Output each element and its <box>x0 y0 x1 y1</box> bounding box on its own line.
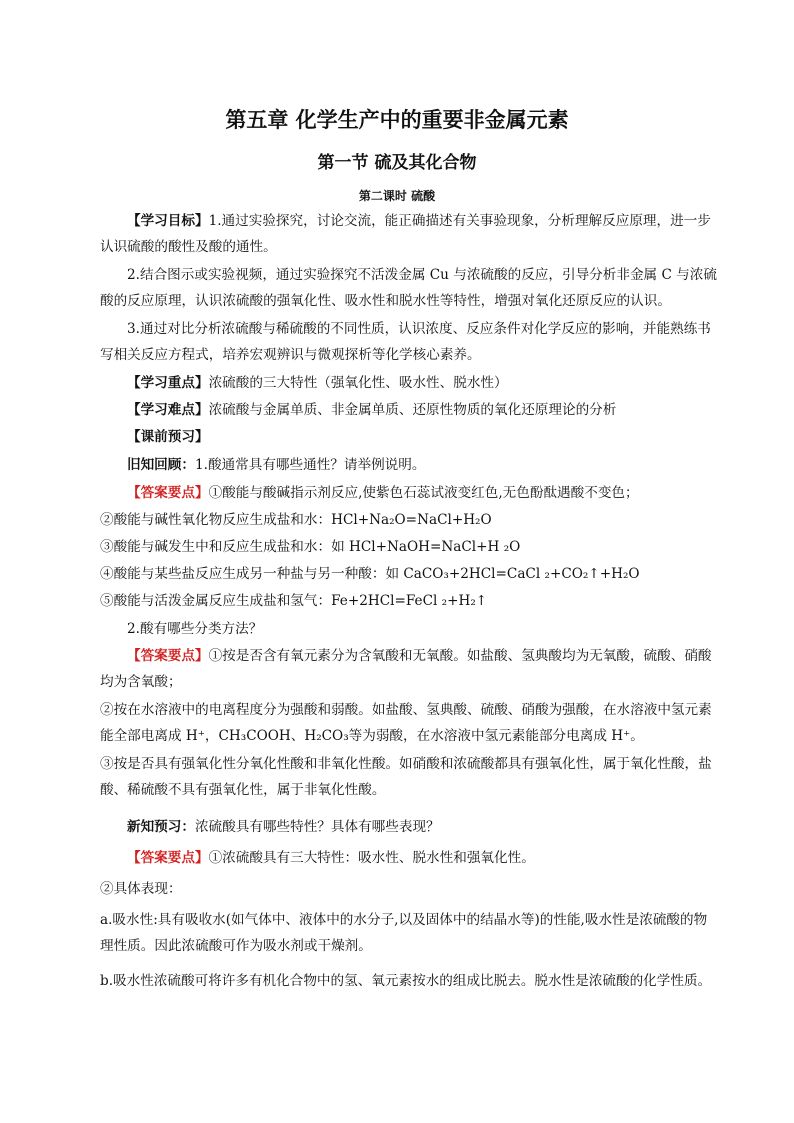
new-answer-item-3: a.吸水性:具有吸收水(如气体中、液体中的水分子,以及固体中的结晶水等)的性能,吸水性是浓硫酸的物理性质。因此浓硫酸可作为吸水剂或干燥剂。 <box>100 912 708 954</box>
new-knowledge-label: 新知预习： <box>127 819 195 835</box>
answer-2-item-3: ③按是否具有强氧化性分氧化性酸和非氧化性酸。如硝酸和浓硫酸都具有强氧化性，属于氧化性酸，盐酸、稀硫酸不具有强氧化性，属于非氧化性酸。 <box>100 756 712 798</box>
answer-1-item-4: ④酸能与某些盐反应生成另一种盐与另一种酸：如 CaCO₃+2HCl=CaCl ₂+CO₂↑+H₂O <box>100 566 640 582</box>
answer-label: 【答案要点】 <box>127 850 209 866</box>
objectives-paragraph-2: 2.结合图示或实验视频，通过实验探究不活泼金属 Cu 与浓硫酸的反应，引导分析非金属 C 与浓硫酸的反应原理，认识浓硫酸的强氧化性、吸水性和脱水性等特性，增强对氧化还原反应的认识。 <box>100 267 717 309</box>
new-knowledge-question-text: 浓硫酸具有哪些特性？具体有哪些表现？ <box>194 819 440 835</box>
objectives-paragraph-1 <box>100 208 720 260</box>
review-question-1 <box>100 452 720 478</box>
answer-1-line-1 <box>100 480 720 506</box>
new-answer-item-2: ②具体表现： <box>100 881 182 897</box>
review-question-1-text: 1.酸通常具有哪些通性？请举例说明。 <box>194 457 426 473</box>
answer-2-item-2: ②按在水溶液中的电离程度分为强酸和弱酸。如盐酸、氢典酸、硫酸、硝酸为强酸，在水溶液中氢元素能全部电离成 H⁺，CH₃COOH、H₂CO₃等为弱酸，在水溶液中氢元素能部分电离成 H⁺。 <box>100 702 712 744</box>
preview-heading: 【课前预习】 <box>127 429 209 445</box>
new-answer-item-1: ①浓硫酸具有三大特性：吸水性、脱水性和强氧化性。 <box>208 850 535 866</box>
answer-1-item-1: ①酸能与酸碱指示剂反应,使紫色石蕊试液变红色,无色酚酞遇酸不变色； <box>208 485 639 501</box>
difficulty-text: 浓硫酸与金属单质、非金属单质、还原性物质的氧化还原理论的分析 <box>208 402 617 418</box>
key-point-paragraph <box>100 370 720 396</box>
difficulty-paragraph <box>100 397 720 423</box>
section-title: 第一节 硫及其化合物 <box>317 153 477 173</box>
difficulty-label: 【学习难点】 <box>127 402 209 418</box>
objectives-paragraph-3: 3.通过对比分析浓硫酸与稀硫酸的不同性质，认识浓度、反应条件对化学反应的影响，并能熟练书写相关反应方程式，培养宏观辨识与微观探析等化学核心素养。 <box>100 321 711 363</box>
review-question-2: 2.酸有哪些分类方法？ <box>127 621 263 637</box>
answer-1-item-5: ⑤酸能与活泼金属反应生成盐和氢气：Fe+2HCl=FeCl ₂+H₂↑ <box>100 593 488 609</box>
review-label: 旧知回顾： <box>127 457 195 473</box>
answer-2-item-1: ①按是否含有氧元素分为含氧酸和无氧酸。如盐酸、氢典酸均为无氧酸，硫酸、硝酸均为含氧酸； <box>100 648 712 690</box>
lesson-title: 第二课时 硫酸 <box>358 189 436 203</box>
key-point-label: 【学习重点】 <box>127 375 209 391</box>
objectives-text-1: 1.通过实验探究，讨论交流，能正确描述有关事验现象，分析理解反应原理，进一步认识硫酸的酸性及酸的通性。 <box>100 213 711 255</box>
new-answer-item-4: b.吸水性浓硫酸可将许多有机化合物中的氢、氧元素按水的组成比脱去。脱水性是浓硫酸的化学性质。 <box>100 973 712 989</box>
new-knowledge-question <box>100 814 720 840</box>
answer-label: 【答案要点】 <box>127 648 209 664</box>
answer-2-item-1-paragraph <box>100 643 720 695</box>
answer-label: 【答案要点】 <box>127 485 209 501</box>
new-answer-line-1 <box>100 845 720 871</box>
objectives-label: 【学习目标】 <box>127 213 209 229</box>
chapter-title: 第五章 化学生产中的重要非金属元素 <box>225 108 569 132</box>
answer-1-item-3: ③酸能与碱发生中和反应生成盐和水：如 HCl+NaOH=NaCl+H ₂O <box>100 539 521 555</box>
key-point-text: 浓硫酸的三大特性（强氧化性、吸水性、脱水性） <box>208 375 508 391</box>
answer-1-item-2: ②酸能与碱性氧化物反应生成盐和水：HCl+Na₂O=NaCl+H₂O <box>100 512 492 528</box>
